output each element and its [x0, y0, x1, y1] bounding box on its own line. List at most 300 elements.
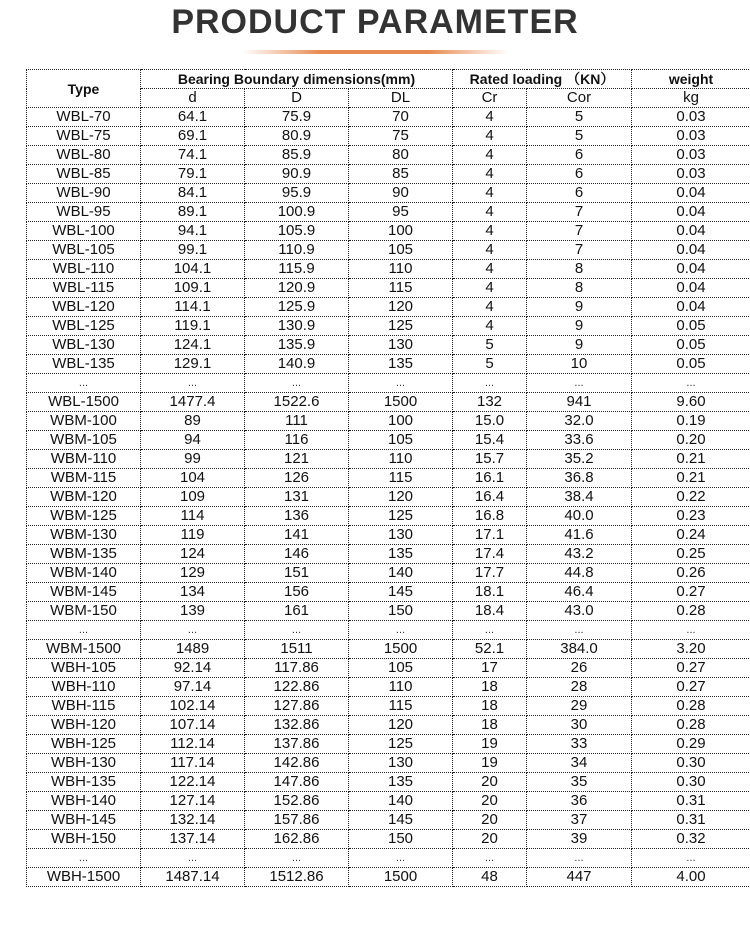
table-row [27, 773, 750, 792]
D-cell: 146 [245, 545, 349, 564]
type-cell: WBM-115 [27, 469, 141, 488]
cr-cell: 18 [453, 716, 527, 735]
weight-cell: 0.31 [632, 811, 750, 830]
table-row [27, 222, 750, 241]
table-row [27, 355, 750, 374]
d-cell: 129 [141, 564, 245, 583]
table-row [27, 450, 750, 469]
D-cell: 136 [245, 507, 349, 526]
d-cell: 92.14 [141, 659, 245, 678]
type-cell: WBH-120 [27, 716, 141, 735]
table-row [27, 279, 750, 298]
d-cell: 89 [141, 412, 245, 431]
weight-cell: 0.04 [632, 298, 750, 317]
cor-cell: 34 [527, 754, 632, 773]
DL-cell: 140 [349, 792, 453, 811]
DL-cell: 125 [349, 507, 453, 526]
weight-cell: 0.26 [632, 564, 750, 583]
cor-cell: 29 [527, 697, 632, 716]
DL-cell: ... [349, 849, 453, 868]
D-cell: 157.86 [245, 811, 349, 830]
DL-cell: 135 [349, 355, 453, 374]
table-row [27, 697, 750, 716]
cr-cell: 4 [453, 279, 527, 298]
d-cell: 1477.4 [141, 393, 245, 412]
unit-D: D [245, 89, 349, 108]
D-cell: ... [245, 849, 349, 868]
d-cell: 134 [141, 583, 245, 602]
weight-cell: 0.03 [632, 146, 750, 165]
cr-cell: 48 [453, 868, 527, 887]
cr-cell: 17.1 [453, 526, 527, 545]
table-row [27, 526, 750, 545]
weight-cell: 0.04 [632, 260, 750, 279]
D-cell: 147.86 [245, 773, 349, 792]
cr-cell: ... [453, 621, 527, 640]
cor-cell: 44.8 [527, 564, 632, 583]
d-cell: 119.1 [141, 317, 245, 336]
D-cell: 156 [245, 583, 349, 602]
table-row [27, 184, 750, 203]
D-cell: 90.9 [245, 165, 349, 184]
DL-cell: 150 [349, 602, 453, 621]
type-cell: WBL-125 [27, 317, 141, 336]
cor-cell: 39 [527, 830, 632, 849]
cor-cell: ... [527, 374, 632, 393]
DL-cell: 110 [349, 450, 453, 469]
weight-cell: 0.03 [632, 108, 750, 127]
d-cell: 129.1 [141, 355, 245, 374]
type-cell: WBM-1500 [27, 640, 141, 659]
d-cell: 69.1 [141, 127, 245, 146]
d-cell: 124 [141, 545, 245, 564]
cor-cell: 43.2 [527, 545, 632, 564]
weight-cell: 0.24 [632, 526, 750, 545]
cr-cell: 18 [453, 678, 527, 697]
cr-cell: 20 [453, 792, 527, 811]
d-cell: 114.1 [141, 298, 245, 317]
cr-cell: 4 [453, 222, 527, 241]
weight-cell: 0.05 [632, 336, 750, 355]
D-cell: 135.9 [245, 336, 349, 355]
weight-cell: 0.27 [632, 659, 750, 678]
cr-cell: 4 [453, 127, 527, 146]
table-row [27, 830, 750, 849]
weight-cell: 0.23 [632, 507, 750, 526]
DL-cell: 115 [349, 697, 453, 716]
ellipsis-row [27, 374, 750, 393]
cor-cell: 5 [527, 108, 632, 127]
cor-cell: 447 [527, 868, 632, 887]
cr-cell: 4 [453, 165, 527, 184]
cor-cell: 33 [527, 735, 632, 754]
DL-cell: 1500 [349, 640, 453, 659]
DL-cell: 75 [349, 127, 453, 146]
table-row [27, 507, 750, 526]
cr-cell: 5 [453, 355, 527, 374]
DL-cell: 135 [349, 773, 453, 792]
weight-cell: 0.04 [632, 222, 750, 241]
weight-cell: ... [632, 374, 750, 393]
table-row [27, 545, 750, 564]
cor-cell: 941 [527, 393, 632, 412]
cor-cell: 33.6 [527, 431, 632, 450]
d-cell: 99 [141, 450, 245, 469]
d-cell: 64.1 [141, 108, 245, 127]
DL-cell: ... [349, 374, 453, 393]
type-cell: WBL-130 [27, 336, 141, 355]
cor-cell: 7 [527, 222, 632, 241]
DL-cell: ... [349, 621, 453, 640]
d-cell: 132.14 [141, 811, 245, 830]
table-row [27, 108, 750, 127]
DL-cell: 120 [349, 298, 453, 317]
weight-cell: 0.29 [632, 735, 750, 754]
D-cell: 85.9 [245, 146, 349, 165]
D-cell: 116 [245, 431, 349, 450]
table-row [27, 754, 750, 773]
cr-cell: 16.8 [453, 507, 527, 526]
type-header: Type [27, 70, 141, 108]
cor-cell: 7 [527, 241, 632, 260]
d-cell: 79.1 [141, 165, 245, 184]
cr-cell: 4 [453, 317, 527, 336]
ellipsis-row [27, 621, 750, 640]
cor-cell: 40.0 [527, 507, 632, 526]
D-cell: 127.86 [245, 697, 349, 716]
weight-cell: 0.28 [632, 697, 750, 716]
d-cell: 137.14 [141, 830, 245, 849]
D-cell: 152.86 [245, 792, 349, 811]
D-cell: 1522.6 [245, 393, 349, 412]
table-row [27, 564, 750, 583]
header-row [27, 70, 750, 89]
cr-cell: 18.4 [453, 602, 527, 621]
cr-cell: 4 [453, 203, 527, 222]
DL-cell: 105 [349, 659, 453, 678]
table-row [27, 469, 750, 488]
cr-cell: 19 [453, 735, 527, 754]
D-cell: 120.9 [245, 279, 349, 298]
d-cell: 94 [141, 431, 245, 450]
D-cell: ... [245, 621, 349, 640]
DL-cell: 90 [349, 184, 453, 203]
d-cell: 114 [141, 507, 245, 526]
type-cell: WBH-140 [27, 792, 141, 811]
table-row [27, 678, 750, 697]
D-cell: 75.9 [245, 108, 349, 127]
D-cell: 115.9 [245, 260, 349, 279]
d-cell: 97.14 [141, 678, 245, 697]
type-cell: WBL-100 [27, 222, 141, 241]
type-cell: WBL-1500 [27, 393, 141, 412]
DL-cell: 100 [349, 222, 453, 241]
table-row [27, 336, 750, 355]
d-cell: 139 [141, 602, 245, 621]
D-cell: 161 [245, 602, 349, 621]
d-cell: ... [141, 374, 245, 393]
table-row [27, 203, 750, 222]
cr-cell: 15.4 [453, 431, 527, 450]
cor-cell: 46.4 [527, 583, 632, 602]
type-cell: WBM-125 [27, 507, 141, 526]
type-cell: WBM-150 [27, 602, 141, 621]
d-cell: 112.14 [141, 735, 245, 754]
table-row [27, 127, 750, 146]
DL-cell: 125 [349, 317, 453, 336]
type-cell: WBH-1500 [27, 868, 141, 887]
weight-cell: 0.21 [632, 469, 750, 488]
cor-cell: 10 [527, 355, 632, 374]
type-cell: WBL-75 [27, 127, 141, 146]
D-cell: 117.86 [245, 659, 349, 678]
weight-cell: 0.04 [632, 203, 750, 222]
cor-cell: 38.4 [527, 488, 632, 507]
D-cell: 1511 [245, 640, 349, 659]
type-cell: WBM-105 [27, 431, 141, 450]
table-row [27, 488, 750, 507]
cor-cell: 41.6 [527, 526, 632, 545]
D-cell: 105.9 [245, 222, 349, 241]
cr-cell: 15.0 [453, 412, 527, 431]
cr-cell: 132 [453, 393, 527, 412]
type-cell: WBM-145 [27, 583, 141, 602]
cor-cell: 43.0 [527, 602, 632, 621]
D-cell: 111 [245, 412, 349, 431]
d-cell: 104 [141, 469, 245, 488]
cr-cell: 15.7 [453, 450, 527, 469]
table-row [27, 602, 750, 621]
type-cell: WBL-90 [27, 184, 141, 203]
weight-cell: 0.04 [632, 241, 750, 260]
table-row [27, 583, 750, 602]
cr-cell: 17.4 [453, 545, 527, 564]
weight-cell: 0.32 [632, 830, 750, 849]
cr-cell: 20 [453, 830, 527, 849]
D-cell: ... [245, 374, 349, 393]
d-cell: 119 [141, 526, 245, 545]
type-cell: WBM-120 [27, 488, 141, 507]
cor-cell: 8 [527, 260, 632, 279]
DL-cell: 125 [349, 735, 453, 754]
DL-cell: 100 [349, 412, 453, 431]
weight-cell: 0.21 [632, 450, 750, 469]
table-row [27, 146, 750, 165]
type-cell: WBH-115 [27, 697, 141, 716]
d-cell: 122.14 [141, 773, 245, 792]
D-cell: 137.86 [245, 735, 349, 754]
type-cell: WBL-80 [27, 146, 141, 165]
weight-cell: 0.04 [632, 279, 750, 298]
weight-cell: 3.20 [632, 640, 750, 659]
D-cell: 151 [245, 564, 349, 583]
boundary-dimensions-header: Bearing Boundary dimensions(mm) [141, 70, 453, 89]
cr-cell: 16.1 [453, 469, 527, 488]
d-cell: 124.1 [141, 336, 245, 355]
weight-cell: 4.00 [632, 868, 750, 887]
DL-cell: 1500 [349, 393, 453, 412]
DL-cell: 110 [349, 678, 453, 697]
type-cell: ... [27, 621, 141, 640]
D-cell: 110.9 [245, 241, 349, 260]
cor-cell: 35.2 [527, 450, 632, 469]
weight-cell: 0.27 [632, 583, 750, 602]
table-row [27, 792, 750, 811]
type-cell: WBM-100 [27, 412, 141, 431]
cor-cell: 6 [527, 184, 632, 203]
cor-cell: 36 [527, 792, 632, 811]
cor-cell: 35 [527, 773, 632, 792]
type-cell: WBM-130 [27, 526, 141, 545]
cor-cell: 6 [527, 146, 632, 165]
d-cell: 109.1 [141, 279, 245, 298]
d-cell: 99.1 [141, 241, 245, 260]
DL-cell: 85 [349, 165, 453, 184]
cr-cell: 4 [453, 146, 527, 165]
type-cell: ... [27, 849, 141, 868]
table-row [27, 868, 750, 887]
cor-cell: 8 [527, 279, 632, 298]
table-row [27, 298, 750, 317]
d-cell: 94.1 [141, 222, 245, 241]
weight-cell: ... [632, 621, 750, 640]
cor-cell: 26 [527, 659, 632, 678]
type-cell: WBH-125 [27, 735, 141, 754]
weight-cell: ... [632, 849, 750, 868]
d-cell: 127.14 [141, 792, 245, 811]
D-cell: 80.9 [245, 127, 349, 146]
cr-cell: ... [453, 849, 527, 868]
weight-cell: 0.27 [632, 678, 750, 697]
table-row [27, 412, 750, 431]
d-cell: 109 [141, 488, 245, 507]
DL-cell: 130 [349, 336, 453, 355]
weight-cell: 0.28 [632, 716, 750, 735]
d-cell: 104.1 [141, 260, 245, 279]
D-cell: 140.9 [245, 355, 349, 374]
DL-cell: 115 [349, 279, 453, 298]
d-cell: 74.1 [141, 146, 245, 165]
table-row [27, 640, 750, 659]
d-cell: ... [141, 849, 245, 868]
DL-cell: 145 [349, 811, 453, 830]
weight-cell: 0.31 [632, 792, 750, 811]
table-row [27, 260, 750, 279]
cr-cell: 52.1 [453, 640, 527, 659]
DL-cell: 105 [349, 431, 453, 450]
DL-cell: 135 [349, 545, 453, 564]
unit-cor: Cor [527, 89, 632, 108]
weight-cell: 0.04 [632, 184, 750, 203]
DL-cell: 1500 [349, 868, 453, 887]
DL-cell: 120 [349, 488, 453, 507]
cr-cell: ... [453, 374, 527, 393]
DL-cell: 105 [349, 241, 453, 260]
table-row [27, 165, 750, 184]
unit-kg: kg [632, 89, 750, 108]
weight-cell: 0.19 [632, 412, 750, 431]
weight-cell: 0.30 [632, 754, 750, 773]
table-row [27, 431, 750, 450]
type-cell: ... [27, 374, 141, 393]
cr-cell: 4 [453, 184, 527, 203]
parameter-table [26, 69, 750, 887]
D-cell: 130.9 [245, 317, 349, 336]
d-cell: 102.14 [141, 697, 245, 716]
cor-cell: 5 [527, 127, 632, 146]
weight-cell: 0.05 [632, 355, 750, 374]
D-cell: 100.9 [245, 203, 349, 222]
DL-cell: 95 [349, 203, 453, 222]
DL-cell: 120 [349, 716, 453, 735]
type-cell: WBL-70 [27, 108, 141, 127]
table-row [27, 241, 750, 260]
unit-cr: Cr [453, 89, 527, 108]
D-cell: 125.9 [245, 298, 349, 317]
weight-cell: 0.30 [632, 773, 750, 792]
weight-cell: 0.03 [632, 127, 750, 146]
cr-cell: 16.4 [453, 488, 527, 507]
table-row [27, 393, 750, 412]
D-cell: 142.86 [245, 754, 349, 773]
cr-cell: 4 [453, 241, 527, 260]
cor-cell: 7 [527, 203, 632, 222]
DL-cell: 115 [349, 469, 453, 488]
cr-cell: 18.1 [453, 583, 527, 602]
DL-cell: 80 [349, 146, 453, 165]
D-cell: 162.86 [245, 830, 349, 849]
weight-cell: 0.05 [632, 317, 750, 336]
type-cell: WBL-135 [27, 355, 141, 374]
cor-cell: 37 [527, 811, 632, 830]
DL-cell: 145 [349, 583, 453, 602]
cr-cell: 4 [453, 260, 527, 279]
cor-cell: 6 [527, 165, 632, 184]
DL-cell: 130 [349, 754, 453, 773]
D-cell: 132.86 [245, 716, 349, 735]
type-cell: WBL-95 [27, 203, 141, 222]
type-cell: WBH-105 [27, 659, 141, 678]
D-cell: 122.86 [245, 678, 349, 697]
cr-cell: 17 [453, 659, 527, 678]
type-cell: WBH-110 [27, 678, 141, 697]
weight-cell: 0.25 [632, 545, 750, 564]
D-cell: 121 [245, 450, 349, 469]
type-cell: WBL-105 [27, 241, 141, 260]
unit-d: d [141, 89, 245, 108]
cr-cell: 20 [453, 773, 527, 792]
d-cell: 117.14 [141, 754, 245, 773]
cor-cell: 9 [527, 317, 632, 336]
type-cell: WBL-120 [27, 298, 141, 317]
table-row [27, 811, 750, 830]
d-cell: 107.14 [141, 716, 245, 735]
type-cell: WBH-130 [27, 754, 141, 773]
D-cell: 131 [245, 488, 349, 507]
table-row [27, 716, 750, 735]
d-cell: 89.1 [141, 203, 245, 222]
cr-cell: 20 [453, 811, 527, 830]
cor-cell: 28 [527, 678, 632, 697]
DL-cell: 140 [349, 564, 453, 583]
weight-cell: 0.03 [632, 165, 750, 184]
cor-cell: ... [527, 621, 632, 640]
unit-DL: DL [349, 89, 453, 108]
d-cell: 84.1 [141, 184, 245, 203]
table-row [27, 659, 750, 678]
cor-cell: 30 [527, 716, 632, 735]
table-body [27, 108, 750, 887]
